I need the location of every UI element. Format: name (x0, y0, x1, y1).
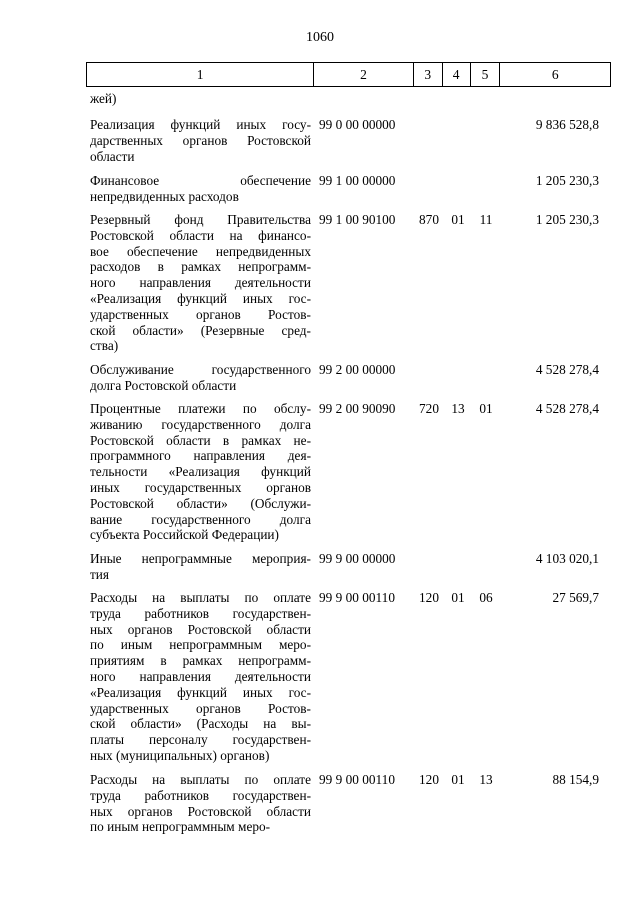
row-name-line: тельности «Реализация функций (90, 464, 311, 480)
row-name-line: ства) (90, 338, 119, 354)
row-amount: 4 103 020,1 (535, 551, 599, 566)
header-col-3: 3 (414, 63, 443, 86)
row-name-line: живанию государственного долга (90, 416, 311, 432)
row-name-line: ударственных органов Ростов- (90, 306, 311, 322)
row-code: 99 1 00 90100 (319, 212, 396, 227)
row-name-line: Обслуживание государственного (90, 362, 311, 377)
row-name (90, 401, 311, 543)
row-expense-type: 120 (419, 772, 439, 787)
row-name-line: иных государственных органов (90, 479, 311, 495)
row-name-line: труда работников государствен- (90, 605, 311, 621)
row-code: 99 9 00 00000 (319, 551, 396, 566)
row-name-line: дарственных органов Ростовской (90, 132, 311, 148)
row-name (90, 212, 311, 354)
row-name-line: ных органов Ростовской области (90, 621, 311, 637)
row-name-line: ской области» (Расходы на вы- (90, 716, 311, 732)
header-col-2: 2 (314, 63, 414, 86)
row-amount: 27 569,7 (552, 590, 599, 605)
row-code: 99 9 00 00110 (319, 772, 395, 787)
row-amount: 9 836 528,8 (535, 117, 599, 132)
row-name (90, 117, 311, 164)
row-name-line: жей) (90, 91, 117, 106)
row-name-line: по иным непрограммным меро- (90, 637, 311, 653)
row-name (90, 91, 311, 107)
row-name-line: труда работников государствен- (90, 787, 311, 803)
row-name-line: по иным непрограммным меро- (90, 819, 271, 835)
row-expense-type: 870 (419, 212, 439, 227)
row-code: 99 0 00 00000 (319, 117, 396, 132)
row-name-line: области (90, 148, 135, 164)
row-name-line: расходов в рамках непрограмм- (90, 259, 311, 275)
row-name (90, 551, 311, 583)
row-name-line: Расходы на выплаты по оплате (90, 590, 311, 605)
row-name-line: ударственных органов Ростов- (90, 700, 311, 716)
row-name-line: долга Ростовской области (90, 377, 237, 393)
row-amount: 1 205 230,3 (535, 212, 599, 227)
row-amount: 1 205 230,3 (535, 173, 599, 188)
row-name (90, 173, 311, 205)
row-name-line: непредвиденных расходов (90, 188, 239, 204)
row-name-line: ного направления деятельности (90, 668, 311, 684)
row-section: 13 (451, 401, 465, 416)
row-name (90, 362, 311, 394)
row-name-line: Ростовской области на финансо- (90, 227, 311, 243)
row-name-line: Реализация функций иных госу- (90, 117, 311, 132)
row-amount: 4 528 278,4 (535, 401, 599, 416)
header-col-1: 1 (87, 63, 314, 86)
row-expense-type: 720 (419, 401, 439, 416)
row-section: 01 (451, 772, 465, 787)
row-subsection: 01 (479, 401, 493, 416)
row-name-line: Расходы на выплаты по оплате (90, 772, 311, 787)
row-name-line: Иные непрограммные мероприя- (90, 551, 311, 566)
row-code: 99 1 00 00000 (319, 173, 396, 188)
row-name-line: вое обеспечение непредвиденных (90, 243, 311, 259)
row-name-line: программного направления дея- (90, 448, 311, 464)
row-name-line: Процентные платежи по обслу- (90, 401, 311, 416)
row-code: 99 2 00 00000 (319, 362, 396, 377)
page-number: 1060 (306, 30, 334, 45)
header-col-4: 4 (443, 63, 471, 86)
row-subsection: 13 (479, 772, 493, 787)
row-name-line: Резервный фонд Правительства (90, 212, 311, 227)
row-name-line: Финансовое обеспечение (90, 173, 311, 188)
row-name-line: тия (90, 566, 110, 582)
row-amount: 88 154,9 (552, 772, 599, 787)
row-name-line: Ростовской области в рамках не- (90, 432, 311, 448)
row-name-line: «Реализация функций иных гос- (90, 290, 311, 306)
row-code: 99 2 00 90090 (319, 401, 396, 416)
row-name-line: ного направления деятельности (90, 275, 311, 291)
row-name (90, 772, 311, 835)
row-name-line: субъекта Российской Федерации) (90, 527, 279, 543)
row-amount: 4 528 278,4 (535, 362, 599, 377)
row-name-line: приятиям в рамках непрограмм- (90, 653, 311, 669)
row-name-line: платы персоналу государствен- (90, 732, 311, 748)
row-name-line: «Реализация функций иных гос- (90, 684, 311, 700)
row-section: 01 (451, 590, 465, 605)
row-name-line: ской области» (Резервные сред- (90, 322, 311, 338)
header-col-6: 6 (551, 66, 559, 82)
row-subsection: 11 (479, 212, 493, 227)
table-header (86, 62, 611, 87)
row-name-line: ных органов Ростовской области (90, 803, 311, 819)
row-name-line: Ростовской области» (Обслужи- (90, 495, 311, 511)
row-code: 99 9 00 00110 (319, 590, 395, 605)
row-section: 01 (451, 212, 465, 227)
row-expense-type: 120 (419, 590, 439, 605)
row-name-line: ных (муниципальных) органов) (90, 747, 270, 763)
row-subsection: 06 (479, 590, 493, 605)
row-name (90, 590, 311, 764)
header-col-5: 5 (471, 63, 501, 86)
row-name-line: вание государственного долга (90, 511, 311, 527)
